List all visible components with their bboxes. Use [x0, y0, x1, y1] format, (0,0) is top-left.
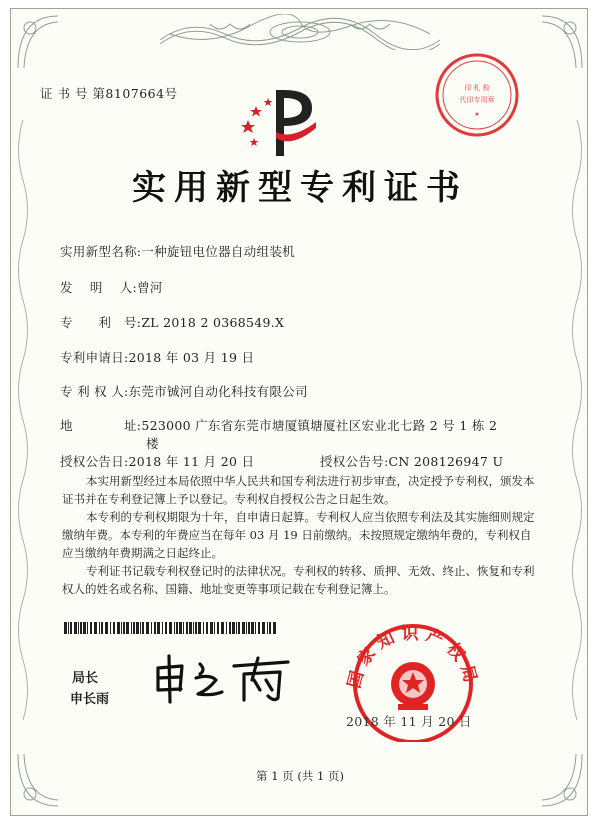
certificate-title: 实用新型专利证书: [132, 168, 468, 208]
patent-office-logo-icon: [232, 82, 322, 162]
signatory-role: 局长: [72, 671, 99, 686]
printing-seal-icon: [432, 50, 522, 140]
field-address-continued: 楼: [146, 436, 159, 451]
field-patentee: [60, 382, 308, 400]
field-address: [60, 416, 497, 434]
field-label: 专 利 号:: [60, 315, 142, 330]
field-application-date: [60, 348, 254, 366]
field-label: 实用新型名称:: [60, 244, 142, 259]
barcode-icon: [64, 622, 280, 634]
field-value: 2018 年 11 月 20 日: [128, 454, 255, 469]
handwritten-signature-icon: [148, 650, 298, 705]
svg-text:代印专用章: 代印专用章: [459, 96, 495, 104]
field-grant-publication-number: [320, 452, 503, 470]
field-value: 2018 年 03 月 19 日: [128, 350, 255, 365]
body-paragraph: 本实用新型经过本局依照中华人民共和国专利法进行初步审查，决定授予专利权，颁发本证书并在专利登记簿上予以登记。专利权自授权公告之日起生效。: [62, 474, 535, 506]
corner-ornament-icon: [538, 12, 586, 72]
signatory-name: 申长雨: [70, 692, 110, 707]
field-label: 地 址:: [60, 418, 142, 433]
side-vine-ornament-icon: [568, 120, 586, 720]
field-value: 523000 广东省东莞市塘厦镇塘厦社区宏业北七路 2 号 1 栋 2: [141, 418, 498, 433]
field-label: 专利申请日:: [60, 350, 129, 365]
certificate-number: 证 书 号 第8107664号: [40, 86, 178, 101]
page-indicator: 第 1 页 (共 1 页): [256, 769, 344, 783]
svg-text:★: ★: [474, 111, 480, 118]
field-inventor: [60, 278, 163, 296]
field-value: 一种旋钮电位器自动组装机: [141, 244, 295, 259]
svg-text:印 札 检: 印 札 检: [464, 84, 490, 92]
field-value: CN 208126947 U: [388, 454, 504, 469]
corner-ornament-icon: [14, 12, 62, 72]
field-label: 专 利 权 人:: [60, 384, 129, 399]
seal-date: 2018 年 11 月 20 日: [346, 714, 472, 729]
body-paragraph: 本专利的专利权期限为十年，自申请日起算。专利权人应当依照专利法及其实施细则规定缴纳年费。本专利的年费应当在每年 03 月 19 日前缴纳。未按照规定缴纳年费的，专利权自应当缴纳年费期满之日起终止。: [62, 510, 535, 560]
svg-text:国家知识产权局: 国家知识产权局: [344, 624, 482, 691]
body-paragraph: 专利证书记载专利权登记时的法律状况。专利权的转移、质押、无效、终止、恢复和专利权人的姓名或名称、国籍、地址变更等事项记载在专利登记簿上。: [62, 564, 535, 596]
field-label: 授权公告日:: [60, 454, 129, 469]
field-label: 发 明 人:: [60, 280, 138, 295]
top-ornament-icon: [150, 14, 450, 50]
field-value: 东莞市铖河自动化科技有限公司: [128, 384, 308, 399]
field-value: 曾河: [137, 280, 163, 295]
certificate-body: [62, 472, 540, 598]
field-value: ZL 2018 2 0368549.X: [141, 315, 285, 330]
side-vine-ornament-icon: [14, 120, 32, 720]
field-utility-model-name: [60, 242, 295, 260]
field-grant-date: [60, 452, 254, 470]
field-label: 授权公告号:: [320, 454, 389, 469]
field-patent-number: [60, 313, 284, 331]
